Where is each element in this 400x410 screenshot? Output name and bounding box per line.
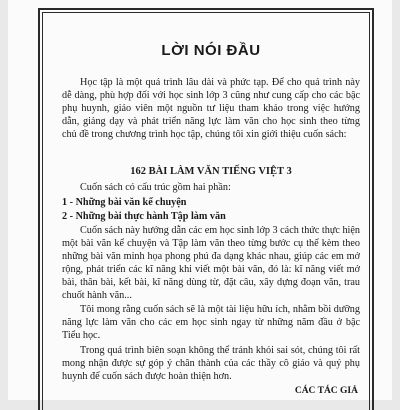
signature: CÁC TÁC GIẢ	[294, 386, 358, 396]
page-title: LỜI NÓI ĐẦU	[161, 42, 261, 59]
structure-intro: Cuốn sách có cấu trúc gồm hai phần:	[80, 182, 231, 193]
part-item-1: 1 - Những bài văn kể chuyện	[62, 197, 187, 208]
intro-paragraph: Học tập là một quá trình lâu dài và phức tạp. Để cho quá trình này dễ dàng, phù hợp đối với học sinh lớp 3 cũng như cung cấp cho các bậc phụ huynh, giáo viên một nguồn tư liệu tham khảo trong việc hướng dẫn, giảng dạy và phát triển năng lực làm văn cho học sinh theo từng chủ đề trong chương trình học tập, chúng tôi xin giới thiệu cuốn sách:	[62, 77, 360, 141]
book-title: 162 BÀI LÀM VĂN TIẾNG VIỆT 3	[130, 166, 292, 177]
body-paragraph-2: Tôi mong rằng cuốn sách sẽ là một tài liệu hữu ích, nhằm bồi dưỡng năng lực làm văn cho các em học sinh ngay từ những năm đầu ở bậc Tiểu học.	[62, 304, 360, 342]
part-item-2: 2 - Những bài thực hành Tập làm văn	[62, 211, 226, 222]
body-paragraph-1: Cuốn sách này hướng dẫn các em học sinh lớp 3 cách thức thực hiện một bài văn kể chuyện và Tập làm văn theo từng bước cụ thể kèm theo những bài văn minh họa phong phú đa dạng khác nhau, giúp các em mở rộng, phát triển các kĩ năng khi viết một bài văn, đó là: kĩ năng viết mở bài, thân bài, kết bài, kĩ năng dùng từ, đặt câu, xây dựng đoạn văn, trau chuốt hành văn...	[62, 225, 360, 302]
body-paragraph-3: Trong quá trình biên soạn không thể tránh khỏi sai sót, chúng tôi rất mong nhận được sự góp ý chân thành của các thầy cô giáo và quý phụ huynh để cuốn sách được hoàn thiện hơn.	[62, 345, 360, 383]
